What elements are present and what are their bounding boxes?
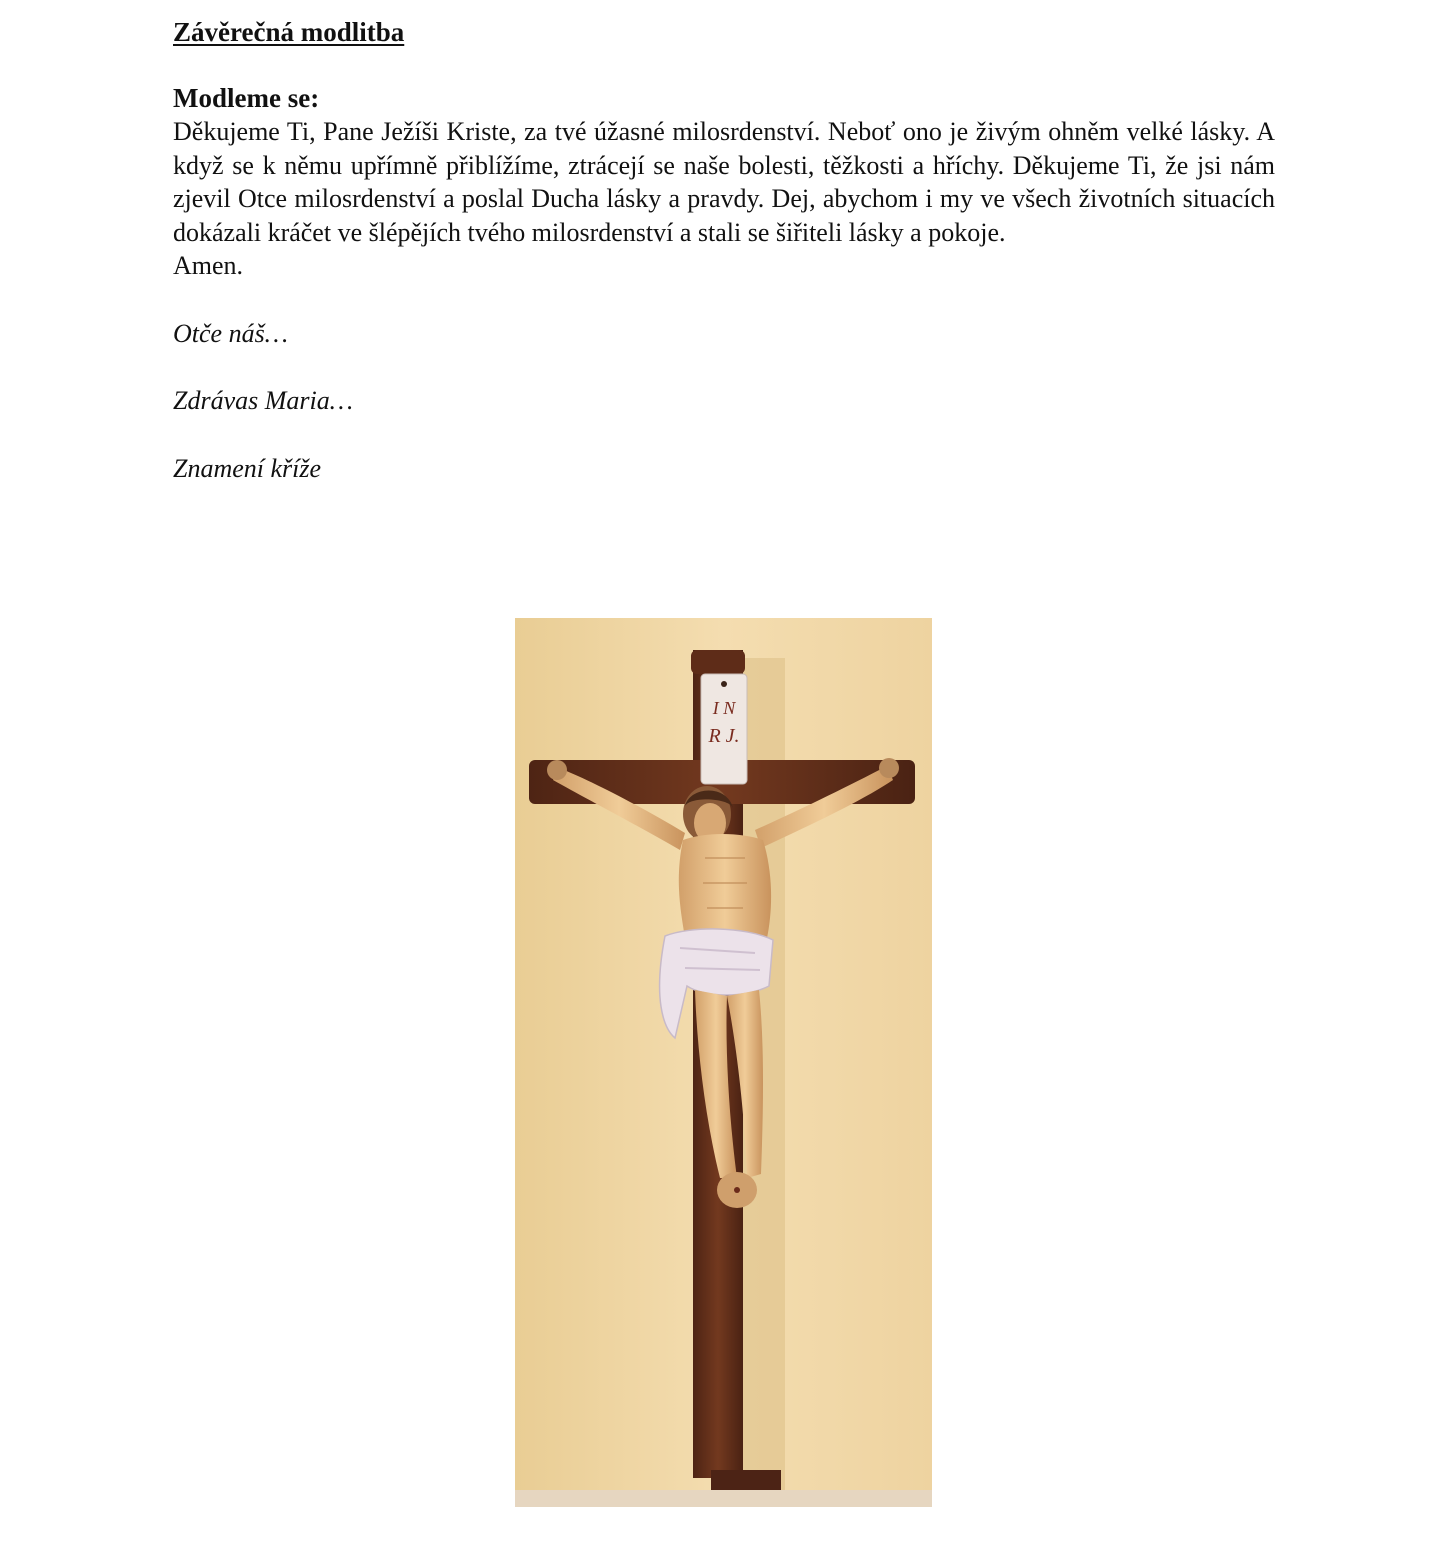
sign-line-2: R J. [708,725,740,747]
amen-line: Amen. [173,251,244,280]
otce-nas-line: Otče náš… [173,318,288,348]
zdravas-maria-line: Zdrávas Maria… [173,386,353,415]
prayer-subheading: Modleme se: [173,83,320,113]
crucifix-illustration [515,618,932,1507]
document-page [173,14,1275,485]
prayer-paragraph: Děkujeme Ti, Pane Ježíši Kriste, za tvé úžasné milosrdenství. Neboť ono je živým ohněm velké lásky. A když se k němu upřímně přiblížíme, ztrácejí se naše bolesti, těžkosti a hříchy. Děkujeme Ti, že jsi nám zjevil Otce milosrdenství a poslal Ducha lásky a pravdy. Dej, abychom i my ve všech životních situacích dokázali kráčet ve šlépějích tvého milosrdenství a stali se šiřiteli lásky a pokoje. [173,117,1275,247]
torso [679,834,771,938]
sign-line-1: I N [712,698,736,718]
crucifix-photo [515,618,932,1507]
znameni-krize-line: Znamení kříže [173,453,322,483]
page-title: Závěrečná modlitba [173,17,405,47]
